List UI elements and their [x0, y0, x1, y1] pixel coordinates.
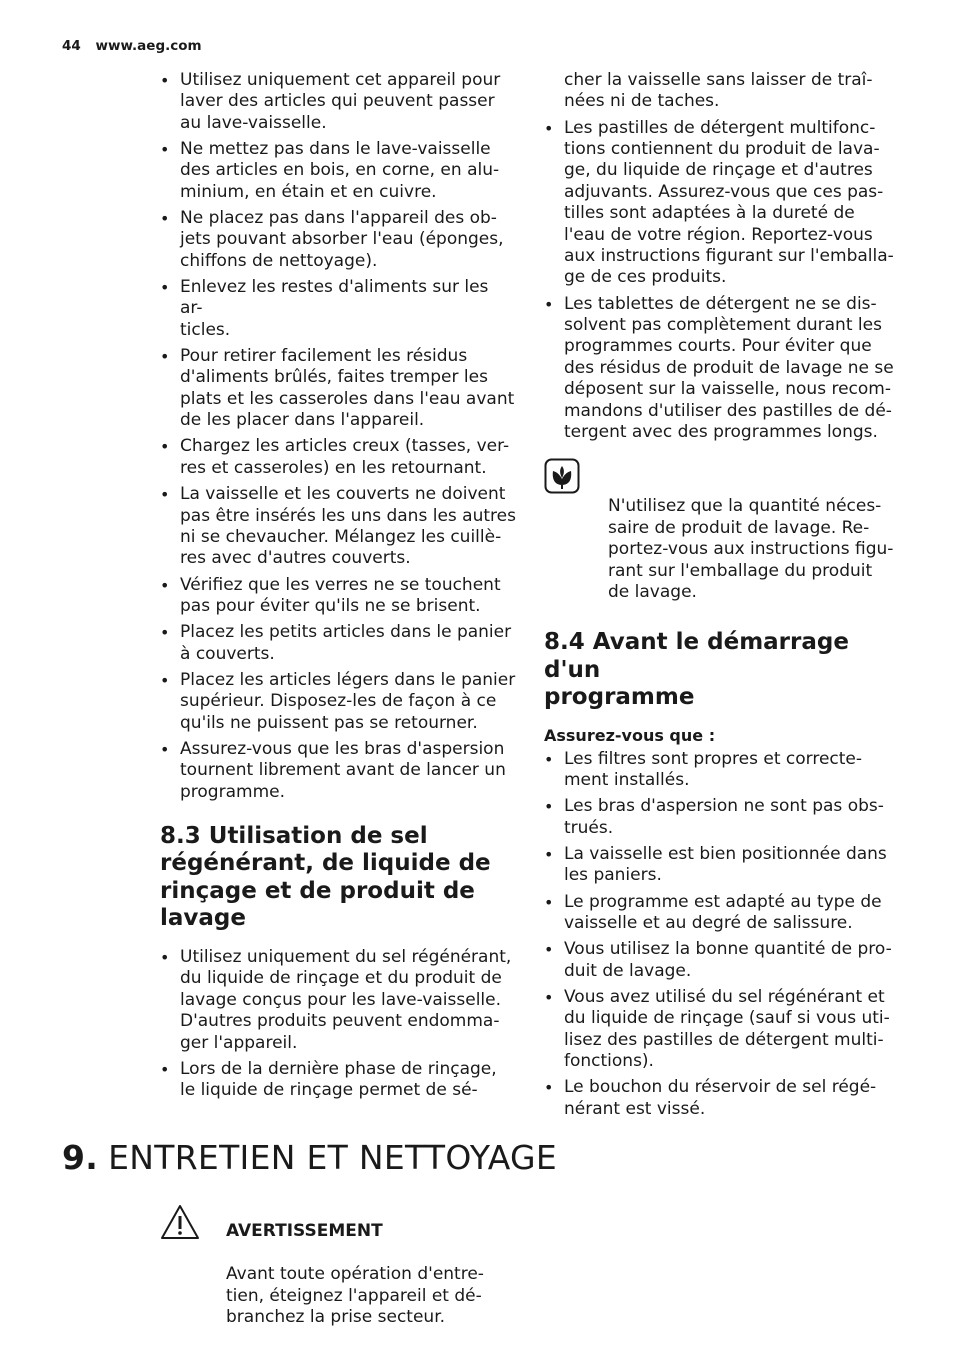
chapter-title: ENTRETIEN ET NETTOYAGE: [108, 1138, 558, 1177]
list-item: • Vous utilisez la bonne quantité de pro- duit de lavage.: [544, 939, 900, 982]
list-item: • La vaisselle est bien positionnée dans les paniers.: [544, 844, 900, 887]
list-item: • Lors de la dernière phase de rinçage, le liquide de rinçage permet de sé-: [160, 1059, 516, 1102]
left-column: [160, 70, 516, 1106]
chapter-9-heading: [62, 1138, 557, 1177]
list-item: • Utilisez uniquement cet appareil pour laver des articles qui peuvent passer au lave-vaisselle.: [160, 70, 516, 134]
website-url: www.aeg.com: [95, 38, 202, 54]
loading-tips-list: [160, 70, 516, 803]
page-number: 44: [62, 38, 81, 54]
warning-title: AVERTISSEMENT: [226, 1221, 383, 1242]
detergent-list: [160, 947, 516, 1102]
note-text: N'utilisez que la quantité néces- saire de produit de lavage. Re- portez-vous aux instructions figu- rant sur l'emballage du produit de lavage.: [608, 496, 894, 602]
environment-note: [544, 454, 900, 604]
tablets-list: [544, 118, 900, 444]
warning-text: Avant toute opération d'entre- tien, éteignez l'appareil et dé- branchez la prise secteur.: [226, 1264, 484, 1328]
pre-start-checklist: [544, 749, 900, 1120]
list-item: • Ne placez pas dans l'appareil des ob- jets pouvant absorber l'eau (éponges, chiffons de nettoyage).: [160, 208, 516, 272]
list-item: • Les tablettes de détergent ne se dis- solvent pas complètement durant les programmes courts. Pour éviter que des résidus de produit de lavage ne se déposent sur la vaisselle, nous recom- mandons d'utiliser des pastilles de dé- tergent avec des programmes longs.: [544, 294, 900, 444]
environment-leaf-icon: [544, 458, 580, 494]
list-item: • Les filtres sont propres et correcte- ment installés.: [544, 749, 900, 792]
list-item: • Ne mettez pas dans le lave-vaisselle des articles en bois, en corne, en alu- minium, en étain et en cuivre.: [160, 139, 516, 203]
right-column: [544, 70, 900, 1125]
list-item: • Le programme est adapté au type de vaisselle et au degré de salissure.: [544, 892, 900, 935]
continued-text: cher la vaisselle sans laisser de traî- nées ni de taches.: [564, 70, 873, 112]
list-item: • Placez les articles légers dans le panier supérieur. Disposez-les de façon à ce qu'ils ne puissent pas se retourner.: [160, 670, 516, 734]
list-item: • Les pastilles de détergent multifonc- tions contiennent du produit de lava- ge, du liquide de rinçage et d'autres adjuvants. Assurez-vous que ces pas- tilles sont adaptées à la dureté de l'eau de votre région. Reportez-vous aux instructions figurant sur l'emballa- ge de ces produits.: [544, 118, 900, 289]
list-item: • Vous avez utilisé du sel régénérant et du liquide de rinçage (sauf si vous uti- lisez des pastilles de détergent multi- fonctions).: [544, 987, 900, 1073]
section-number: 8.3: [160, 822, 201, 849]
list-item: • Utilisez uniquement du sel régénérant, du liquide de rinçage et du produit de lavage conçus pour les lave-vaisselle. D'autres produits peuvent endomma- ger l'appareil.: [160, 947, 516, 1054]
section-8-4-heading: [544, 629, 900, 712]
section-number: 8.4: [544, 629, 585, 656]
section-title: Utilisation de sel régénérant, de liquide de rinçage et de produit de lavage: [160, 822, 491, 932]
list-item: • Pour retirer facilement les résidus d'aliments brûlés, faites tremper les plats et les casseroles dans l'eau avant de les placer dans l'appareil.: [160, 346, 516, 432]
warning-text-block: [226, 1200, 526, 1328]
section-title: Avant le démarrage d'un programme: [544, 629, 849, 711]
warning-triangle-icon: [160, 1204, 200, 1240]
page-header: [62, 38, 202, 54]
list-item: • Chargez les articles creux (tasses, ver- res et casseroles) en les retournant.: [160, 436, 516, 479]
list-item: • Placez les petits articles dans le panier à couverts.: [160, 622, 516, 665]
list-item: • Assurez-vous que les bras d'aspersion tournent librement avant de lancer un programme.: [160, 739, 516, 803]
section-8-3-heading: [160, 823, 516, 933]
list-item: • Enlevez les restes d'aliments sur les ar- ticles.: [160, 277, 516, 341]
checklist-subheading: Assurez-vous que :: [544, 725, 716, 745]
chapter-number: 9.: [62, 1138, 99, 1177]
list-item: • Le bouchon du réservoir de sel régé- nérant est vissé.: [544, 1077, 900, 1120]
list-item: • Vérifiez que les verres ne se touchent pas pour éviter qu'ils ne se brisent.: [160, 575, 516, 618]
list-item: • La vaisselle et les couverts ne doivent pas être insérés les uns dans les autres ni se chevaucher. Mélangez les cuillè- res avec d'autres couverts.: [160, 484, 516, 570]
list-item: • Les bras d'aspersion ne sont pas obs- trués.: [544, 796, 900, 839]
